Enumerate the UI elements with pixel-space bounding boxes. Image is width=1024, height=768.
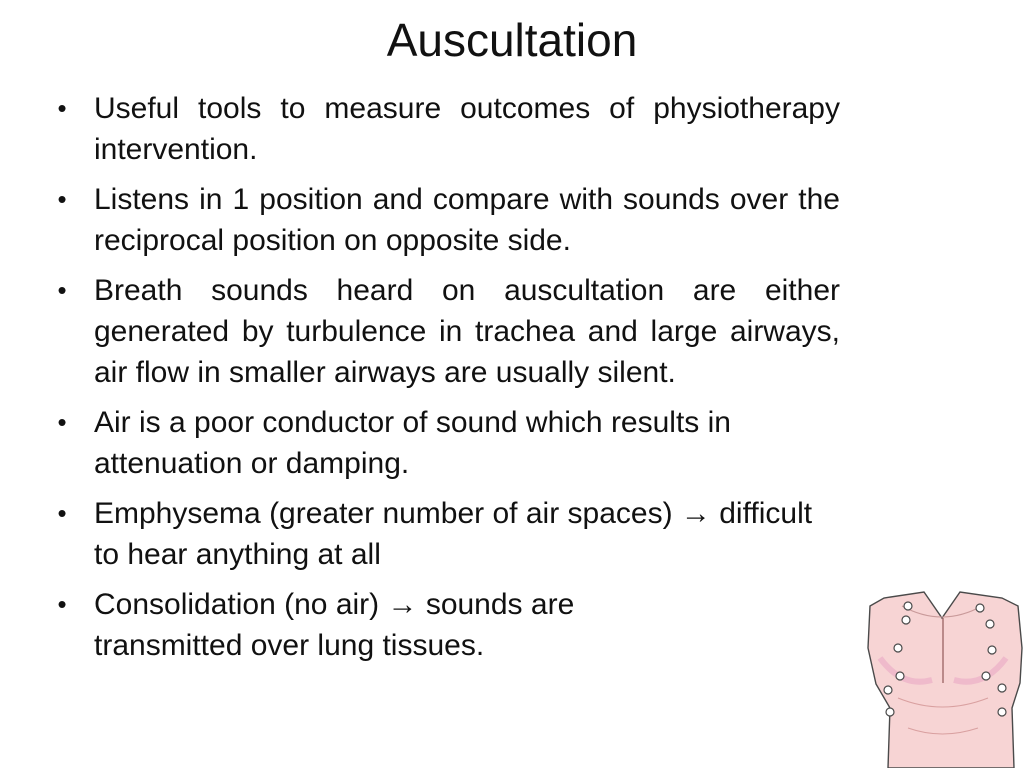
bullet-marker: • (57, 275, 67, 305)
bullet-list (52, 88, 840, 675)
bullet-marker: • (57, 184, 67, 214)
bullet-item (52, 179, 840, 261)
bullet-text: Emphysema (greater number of air spaces) → difficult to hear anything at all (94, 497, 813, 571)
bullet-text: Breath sounds heard on auscultation are either generated by turbulence in trachea and large airways, air flow in smaller airways are usually silent. (94, 274, 840, 389)
bullet-text: Consolidation (no air) → sounds are transmitted over lung tissues. (94, 588, 575, 662)
slide-title: Auscultation (386, 14, 638, 66)
bullet-item (52, 402, 814, 484)
bullet-text: Listens in 1 position and compare with sounds over the reciprocal position on opposite side. (94, 183, 840, 257)
bullet-text: Air is a poor conductor of sound which results in attenuation or damping. (94, 406, 731, 480)
bullet-item (52, 493, 834, 575)
bullet-item (52, 584, 714, 666)
bullet-item (52, 270, 840, 393)
bullet-item (52, 88, 840, 170)
bullet-marker: • (57, 407, 67, 437)
chest-auscultation-points-icon (862, 588, 1024, 768)
bullet-text: Useful tools to measure outcomes of physiotherapy intervention. (94, 92, 840, 166)
bullet-marker: • (57, 93, 67, 123)
bullet-marker: • (57, 589, 67, 619)
bullet-marker: • (57, 498, 67, 528)
